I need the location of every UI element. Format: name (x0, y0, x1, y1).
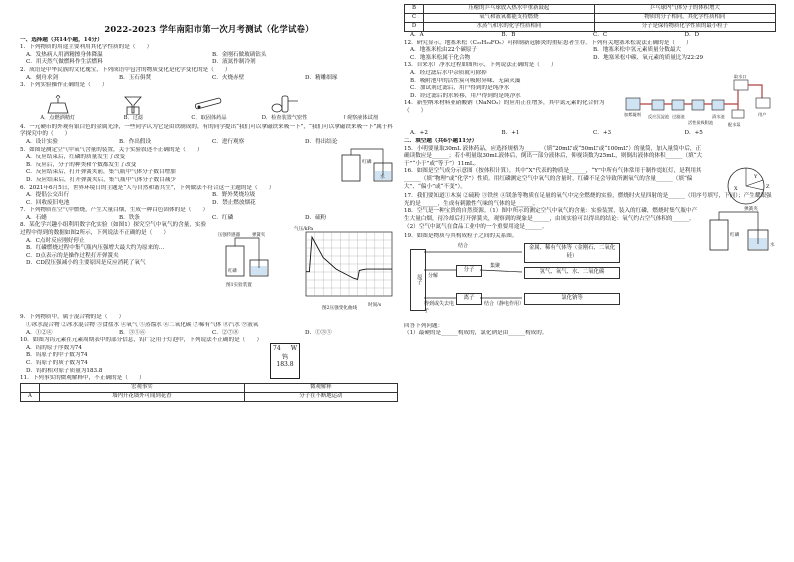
molecule-outcome-box: 氢气、氧气、水、二氧化碳 (524, 267, 620, 279)
q8-fig-label-clamp: 弹簧夹 (252, 233, 266, 239)
funnel-icon (113, 93, 153, 115)
q8-fig1-apparatus (216, 228, 284, 290)
pie-label-y: Y (754, 174, 758, 181)
metal-outcome-box: 金属、稀有气体等（金刚石、二氧化硅） (524, 243, 620, 263)
q14-stem: 14．新型纳米材料亚硝酸钠（NaNO₂）的应用正在增多，其中氮元素的化合价为（ ） (404, 100, 605, 114)
q7-option-b[interactable]: B．铁条 (119, 214, 140, 221)
q12-option-b[interactable]: B．地塞米松中氢元素质量分数最大 (593, 47, 682, 54)
q10-option-a[interactable]: A．钨的原子序数为74 (26, 344, 82, 351)
q11-header-1: 宏观事实 (40, 383, 245, 392)
q12-options (404, 47, 776, 55)
arrow-label-electron: 得到或失去电子 (424, 300, 455, 315)
q11-row-b-explain: 乒乓球内气体分子的体积增大 (594, 5, 775, 14)
q16-text[interactable]: 16．如图是空气成分示意图（按体积计算），其中“X”代表的物质是______，“Y”中所有气体常用于制作霓虹灯，是利用其______（填“物理”或“化学”）性质。用红磷测定空气中氧气的含量时，红磷不足会导致所测氧气的含量______（填“偏大”、“偏小”或“不变”）。 (404, 168, 702, 190)
q11-row-c-fact: 氧气和液氧都能支持燃烧 (424, 14, 595, 23)
q11-row-a-fact: 墙内开花墙外可闻到花香 (40, 392, 245, 401)
q10-option-b[interactable]: B．钨原子的中子数为74 (26, 352, 88, 359)
q9-option-b[interactable]: B．③⑤⑥ (119, 329, 146, 336)
chart-ylabel: 气压/kPa (294, 227, 314, 233)
q7-option-d[interactable]: D．硫粉 (305, 214, 327, 221)
q8-option-a[interactable]: A．C点时反应刚好停止 (26, 237, 85, 244)
q3-fig-a-label: A．点燃酒精灯 (40, 115, 76, 122)
q4-option-d[interactable]: D．得出结论 (305, 138, 338, 145)
q1-option-d[interactable]: D．液氮作制冷剂 (212, 59, 256, 66)
tile-name: 钨 (281, 353, 288, 361)
q6-option-d[interactable]: D．禁止燃放烟花 (212, 199, 256, 206)
flask-icon (265, 93, 305, 115)
q11-header-0 (21, 383, 40, 392)
q11-option-b[interactable]: B．B (501, 32, 516, 38)
q11-table-continued (404, 4, 776, 32)
q2-option-a[interactable]: A．刻舟求剑 (26, 74, 59, 81)
page-title: 2022-2023 学年南阳市第一次月考测试（化学试卷） (104, 24, 314, 34)
q8-fig2-caption: 图2压强变化曲线 (322, 306, 358, 311)
q12-option-c[interactable]: C．地塞米松属于化合物 (410, 54, 471, 61)
q6-options (20, 192, 398, 200)
q3-fig-b[interactable] (96, 93, 172, 123)
q5-option-b[interactable]: B．反应后，分子的种类和个数都发生了改变 (26, 161, 137, 168)
q7-option-c[interactable]: C．红磷 (212, 214, 234, 221)
chart-xlabel: 时间/s (368, 303, 382, 309)
atom-box: 原子 (410, 249, 426, 311)
q5-option-a[interactable]: A．反应结束后，红磷的质量发生了改变 (26, 154, 126, 161)
q8-option-b[interactable]: B．红磷燃烧过程中集气瓶内压强增大最大约为原来的… (26, 245, 165, 252)
q5-fig-label-red-phosphorus: 红磷 (362, 159, 372, 165)
q9-items: ①冰水混合物 ②冰水混合物 ③食盐水 ④氧气 ⑤蒸馏水 ⑥二氧化碳 ⑦稀有气体 ⑧汽水 ⑨液氧 (26, 322, 259, 329)
q8-fig-label-sensor: 压强传感器 (218, 233, 240, 239)
tungsten-element-tile (270, 343, 300, 379)
q13-block (404, 62, 776, 130)
q18-fig-label-clamp: 弹簧夹 (744, 207, 758, 213)
q3-fig-d[interactable] (247, 93, 323, 123)
q5-stem: 5．如图是测定空气中氧气含量的装置，关于实验叙述不正确的是（ ） (20, 146, 203, 153)
label-user: 用户 (758, 112, 767, 118)
water-plant-diagram (622, 70, 776, 132)
q12-option-a[interactable]: A．地塞米松由22个碳原子 (410, 47, 478, 54)
label-pump: 配水泵 (728, 122, 741, 128)
ion-outcome-box: 氯化钠等 (524, 293, 620, 305)
q9-options (20, 330, 398, 338)
label-carbon: 活性炭吸附池 (688, 120, 714, 126)
arrow-label-combine: 结合 (458, 242, 469, 249)
q5-apparatus-diagram (338, 145, 396, 185)
q3-fig-b-label: B．过滤 (123, 115, 144, 122)
q11-option-c[interactable]: C．C (593, 32, 608, 38)
q7-option-a[interactable]: A．石蜡 (26, 214, 47, 221)
q2-options (20, 75, 398, 83)
q13-option-d[interactable]: D．经过滤后的水转移，用户得到的是纯净水 (410, 92, 521, 99)
label-filter: 过滤池 (672, 114, 685, 120)
q8-fig-label-phosphorus: 红磷 (228, 269, 237, 275)
left-column (20, 0, 398, 402)
q12-option-d[interactable]: D．地塞米松中碳、氧元素的质量比为22:29 (593, 54, 704, 61)
q11-row-a-explain: 分子在不断地运动 (244, 392, 397, 401)
table-row (21, 392, 398, 401)
q16-block (404, 168, 776, 191)
q3-fig-d-label: D．检查装置气密性 (261, 115, 308, 122)
q1-stem: 1．下列物质的用途主要利用其化学性质的是（ ） (20, 44, 153, 51)
q11-row-b-label: B (405, 5, 424, 14)
q6-option-c[interactable]: C．回收废旧电池 (26, 199, 70, 206)
q1-option-b[interactable]: B．金刚石做玻璃钻头 (212, 51, 267, 58)
q14-option-c[interactable]: C．+3 (593, 130, 612, 137)
q18-fig-label-water: 水 (770, 243, 775, 249)
q3-figures (20, 91, 398, 123)
pie-label-x: X (734, 186, 738, 193)
section-heading: 一、选择题（共14小题，14分） (20, 36, 103, 43)
q7-stem: 7．下列物质在空气中燃烧，产生大量白烟，生成一种白色固体的是（ ） (20, 207, 209, 214)
arrow-label-split: 分解 (428, 272, 439, 279)
q11-options (404, 32, 776, 40)
q5-option-d[interactable]: D．反应结束后，打开弹簧夹后，集气瓶中气体分子数目减少 (26, 176, 176, 183)
q11-header-2: 微观解释 (244, 383, 397, 392)
q19-diagram (404, 241, 776, 323)
right-column (404, 4, 776, 338)
q5-block (20, 147, 398, 185)
ion-box: 离子 (456, 293, 482, 305)
label-flocculant: 加絮凝剂 (624, 112, 641, 118)
q3-fig-c-label: C．取固体药品 (191, 115, 227, 122)
q15-text[interactable]: 15．小明要量取30mL 液体药品，应选择规格为______（填“20mL”或“50mL”或“100mL”）的量筒，加入量筒中后，正确读数应是______；若小明量取30mL液体后，倒出一部分液体后，仰视读数为25mL，则倒出液体的体积______（填“大于”“小于”或“等于”）11mL。 (404, 145, 703, 167)
arrow-label-electrostatic: 结合（静电作用） (484, 300, 525, 307)
label-clear-pool: 清水池 (712, 114, 725, 120)
test-tube-icon (189, 93, 229, 115)
q1-options-2 (20, 59, 398, 67)
q4-option-c[interactable]: C．进行观察 (212, 138, 245, 145)
q6-option-b[interactable]: B．野外焚烧垃圾 (212, 192, 256, 199)
q13-option-c[interactable]: C．加试剂过滤后，用户得到的是纯净水 (410, 85, 510, 92)
q4-option-b[interactable]: B．作出假设 (119, 138, 152, 145)
table-row (405, 14, 776, 23)
q10-option-d[interactable]: D．钨的相对原子质量为183.8 (26, 367, 103, 374)
q6-stem: 6．2021年6月5日，世界环境日的主题是“人与自然和谐共生”，下列做法不符合这一主题的是（ ） (20, 184, 275, 191)
q8-stem: 8．某化学兴趣小组利用数字化实验（如图1）探究空气中氧气的含量，实验过程中得到的数据如图2所示，下列说法不正确的是（ ） (20, 222, 207, 237)
q1-option-c[interactable]: C．用天然气做燃料作生活燃料 (26, 59, 103, 66)
q9-option-a[interactable]: A．①②④ (26, 329, 53, 336)
pie-label-z: Z (766, 184, 770, 191)
q10-option-c[interactable]: C．钨原子的质子数为74 (26, 360, 88, 367)
q6-option-a[interactable]: A．提倡公交出行 (26, 192, 70, 199)
q11-stem: 11．下列事实的微观解释中，不正确的是（ ） (20, 375, 145, 382)
arrow-label-gather: 集聚 (490, 262, 501, 269)
table-row (405, 23, 776, 32)
q8-option-c[interactable]: C．D点表示的是操作过程打开弹簧夹 (26, 252, 119, 259)
q2-option-d[interactable]: D．精雕细琢 (305, 74, 338, 81)
q19-answer-head: 回答下列问题： (404, 322, 444, 329)
q2-option-b[interactable]: B．玉石俱焚 (119, 74, 152, 81)
q10-block (20, 337, 398, 375)
tile-symbol: W (290, 345, 297, 353)
q13-option-b[interactable]: B．吸附池中的活性炭可吸附异味、无菌灭藻 (410, 77, 521, 84)
q12-stem: 12．研究显示，地塞米松（C₂₂H₂₉FO₅）可抑制新冠肺炎的重症患者生存。下列有关地塞米松说法正确的是（ ） (404, 39, 692, 46)
q2-stem: 2．成语是中华民族的文化瑰宝，下列成语中包含的物质变化是化学变化的是（ ） (20, 66, 231, 73)
q12-options-2 (404, 55, 776, 63)
q19-stem: 19．如图是物质与其构成粒子之间的关系图。 (404, 233, 518, 240)
q14-option-d[interactable]: D．+5 (684, 130, 703, 137)
q8-pressure-chart (292, 224, 398, 310)
q9-option-d[interactable]: D．①③⑤ (305, 329, 332, 336)
q3-fig-a[interactable] (20, 93, 96, 123)
q3-fig-c[interactable] (171, 93, 247, 123)
q11-row-d-fact: 水蒸气和水的化学性质相同 (424, 23, 595, 32)
q11-option-a[interactable]: A．A (410, 32, 424, 38)
q13-stem: 13．自来水厂净水过程如图所示，下列说法正确的是（ ） (404, 62, 557, 69)
q11-table-top (20, 383, 398, 402)
q8-block (20, 222, 398, 314)
q6-options-2 (20, 200, 398, 208)
q3-stem: 3．下列实验操作正确的是（ ） (20, 82, 108, 89)
q11-row-d-label: D (405, 23, 424, 32)
label-settling: 反应沉淀池 (648, 114, 669, 120)
label-water-intake: 取水口 (734, 74, 747, 80)
alcohol-lamp-icon (38, 93, 78, 115)
q9-option-c[interactable]: C．②⑦⑧ (212, 329, 239, 336)
q10-stem: 10．如图为钨元素在元素周期表中的部分信息，钨广泛用于灯泡中，下列说法不正确的是（ ） (20, 337, 263, 344)
q17-text[interactable]: 17．我们要知道①木炭 ②硫粉 ③铁丝 ④镁条等物质在足量的氧气中完全燃烧的实验，燃烧时火星四射的是______（用序号填写，下同）；产生耀眼强光的是______，生成有刺激性气味的气体的是______。 (404, 193, 772, 207)
q18-fig-label-phosphorus: 红磷 (730, 233, 740, 239)
q11-row-a-label: A (21, 392, 40, 401)
q11-row-c-label: C (405, 14, 424, 23)
table-row (405, 5, 776, 14)
q11-row-b-fact: 压瘪的乒乓球放入热水中重新鼓起 (424, 5, 595, 14)
q8-option-d[interactable]: D．CD段压强减小的主要原因是反应消耗了氧气 (26, 260, 146, 267)
q14-option-a[interactable]: A．+2 (410, 130, 428, 137)
q18-text[interactable]: 18．空气是一种宝贵的自然资源。（1）图中所示的测定空气中氧气的含量：实验装置，装入的红磷，燃烧时集气瓶中产生大量白烟，待冷却后打开弹簧夹，观察到的现象是______，由该实验可以得出的结论：氧气约占空气体积的______。（2）空气中氮气在食品工业中的一个重要用途是______。 (404, 208, 698, 230)
q1-option-a[interactable]: A．发热病人用酒精擦身体降温 (26, 51, 103, 58)
q5-fig-label-water: 水 (380, 174, 385, 180)
q8-fig1-caption: 图1实验装置 (226, 283, 252, 289)
q11-row-c-explain: 物质的分子相同，其化学性质相同 (594, 14, 775, 23)
q3-note: ↑观察液体试剂 (342, 115, 378, 122)
tile-atomic-number: 74 (273, 345, 281, 353)
q5-option-c[interactable]: C．反应结束后，打开弹簧夹前，集气瓶中气体分子数目增加 (26, 169, 176, 176)
q19-answer-1[interactable]: （1）最硬的是______构成的，氯化钠是由______构成的。 (404, 330, 548, 337)
q4-stem: 4．一元硬币的外观有银白色的金属光泽，一些同学认为它是由铁制成的，有的同学提出“我们可以拿磁铁来吸一下”，“我们可以拿磁铁来吸一下”属于科学探究中的（ ） (20, 123, 393, 138)
molecule-box: 分子 (456, 265, 482, 277)
q11-option-d[interactable]: D．D (684, 32, 700, 38)
q9-stem: 9．下列物质中，属于混合物的是（ ） (20, 314, 125, 321)
tile-mass: 183.8 (276, 361, 294, 369)
q13-option-a[interactable]: A．经过滤后水中杂质就可除掉 (410, 69, 487, 76)
q11-row-d-explain: 分子是保持物质化学性质的最小粒子 (594, 23, 775, 32)
q14-option-b[interactable]: B．+1 (501, 130, 520, 137)
section2-heading: 二．填空题（共6小题11分） (404, 137, 478, 144)
q4-option-a[interactable]: A．设计实验 (26, 138, 59, 145)
q2-option-c[interactable]: C．火烧赤壁 (212, 74, 245, 81)
